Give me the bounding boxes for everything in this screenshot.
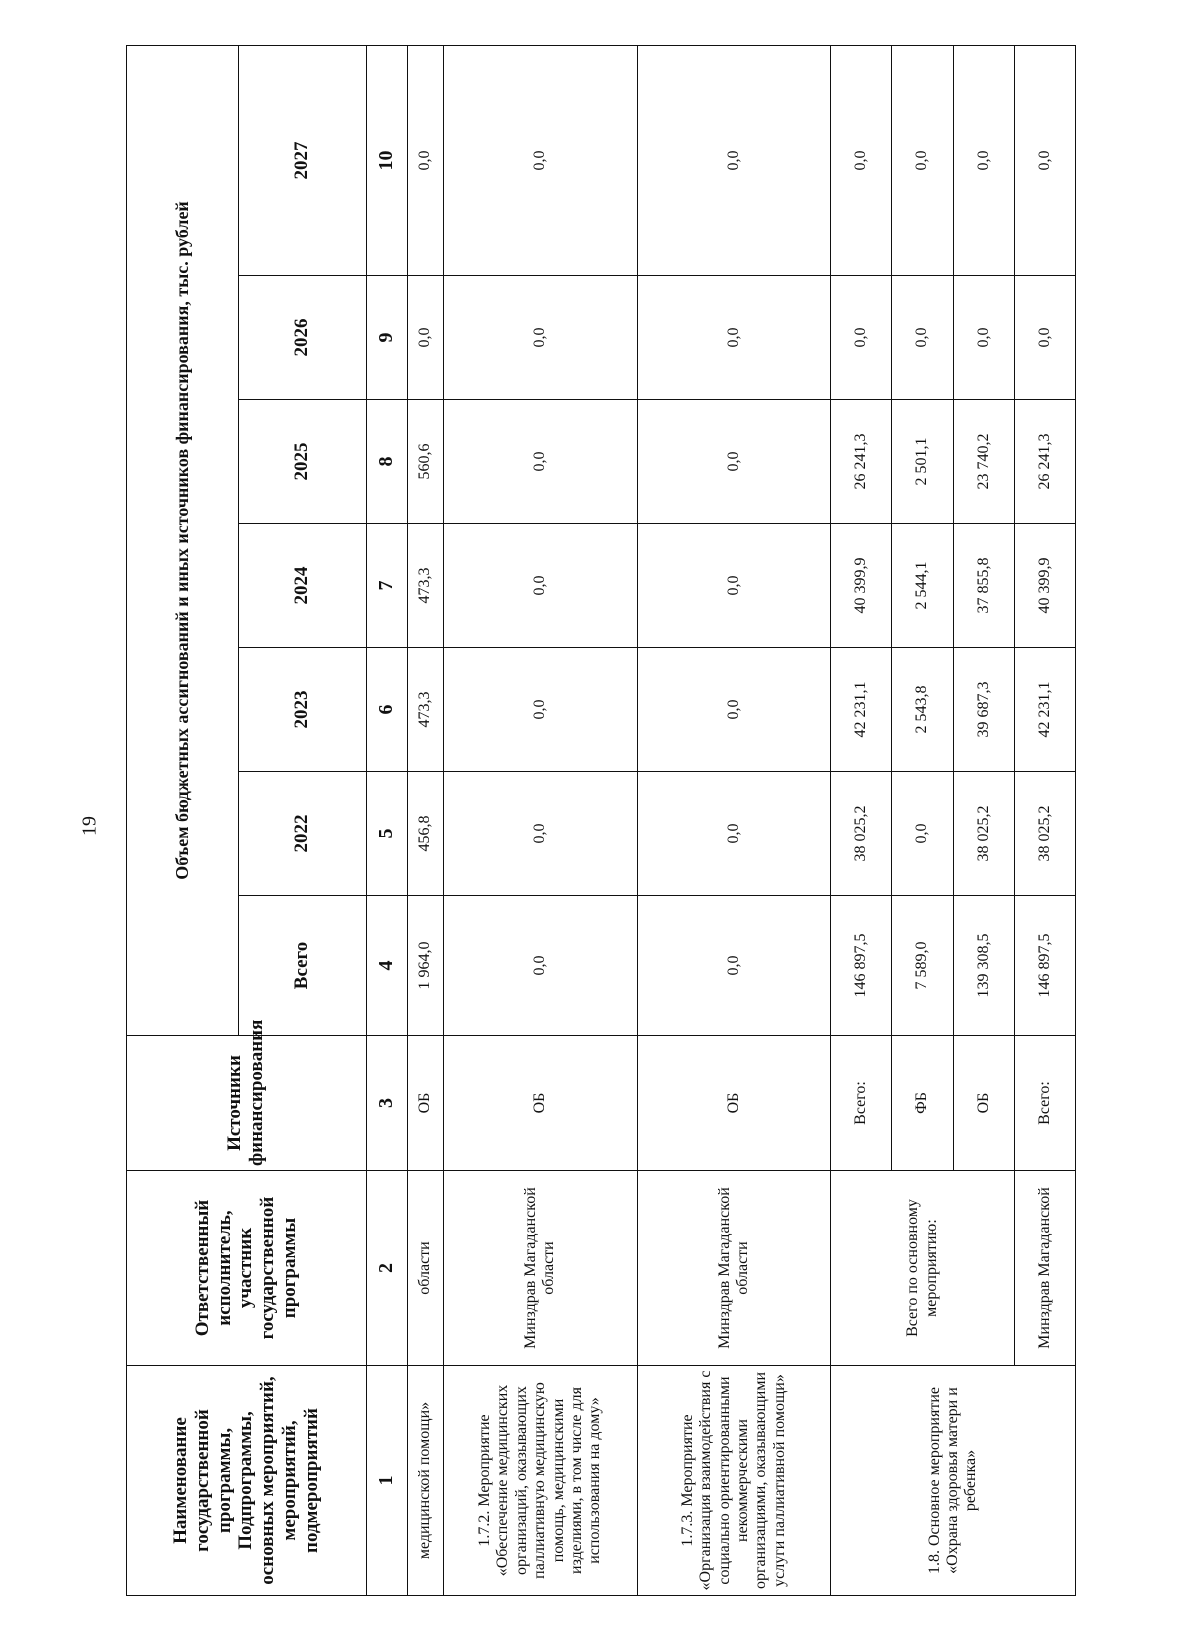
row-value: 2 501,1 <box>892 400 953 524</box>
column-number: 8 <box>366 400 408 524</box>
row-value: 0,0 <box>637 276 831 400</box>
block-total-label: Всего по основному мероприятию: <box>831 1171 1014 1366</box>
row-value: 0,0 <box>443 896 637 1036</box>
row-source: Всего: <box>831 1036 892 1171</box>
header-executor: Ответственный исполнитель, участник государственной программы <box>127 1171 367 1366</box>
row-value: 0,0 <box>443 772 637 896</box>
row-value: 0,0 <box>892 45 953 275</box>
page-number: 19 <box>78 816 101 836</box>
header-year: 2026 <box>239 276 366 400</box>
row-value: 0,0 <box>443 400 637 524</box>
row-value: 0,0 <box>637 400 831 524</box>
row-value: 23 740,2 <box>953 400 1014 524</box>
row-value: 139 308,5 <box>953 896 1014 1036</box>
row-executor: области <box>408 1171 444 1366</box>
table-row <box>831 45 892 1595</box>
row-value: 37 855,8 <box>953 524 1014 648</box>
row-executor: Минздрав Магаданской <box>1014 1171 1075 1366</box>
row-value: 38 025,2 <box>953 772 1014 896</box>
header-group: Объем бюджетных ассигнований и иных источников финансирования, тыс. рублей <box>127 45 239 1035</box>
row-value: 0,0 <box>892 772 953 896</box>
rotated-table-container <box>126 46 1076 1596</box>
row-value: 146 897,5 <box>831 896 892 1036</box>
row-name: медицинской помощи» <box>408 1366 444 1596</box>
row-value: 0,0 <box>443 524 637 648</box>
row-value: 0,0 <box>443 45 637 275</box>
row-source: Всего: <box>1014 1036 1075 1171</box>
column-number: 2 <box>366 1171 408 1366</box>
row-value: 0,0 <box>831 276 892 400</box>
row-source: ФБ <box>892 1036 953 1171</box>
row-value: 38 025,2 <box>831 772 892 896</box>
row-name: 1.7.2. Мероприятие «Обеспечение медицинских организаций, оказывающих паллиативную медицинскую помощь, медицинскими изделиями, в том числе для использования на дому» <box>443 1366 637 1596</box>
row-value: 42 231,1 <box>831 648 892 772</box>
row-executor: Минздрав Магаданской области <box>637 1171 831 1366</box>
row-value: 40 399,9 <box>831 524 892 648</box>
table-row <box>443 45 637 1595</box>
row-value: 0,0 <box>637 45 831 275</box>
row-value: 0,0 <box>831 45 892 275</box>
row-value: 456,8 <box>408 772 444 896</box>
header-year: 2022 <box>239 772 366 896</box>
row-value: 42 231,1 <box>1014 648 1075 772</box>
header-name: Наименование государственной программы, Подпрограммы, основных мероприятий, мероприятий, подмероприятий <box>127 1366 367 1596</box>
header-source: Источники финансирования <box>127 1036 367 1171</box>
row-value: 7 589,0 <box>892 896 953 1036</box>
row-value: 39 687,3 <box>953 648 1014 772</box>
row-value: 0,0 <box>953 45 1014 275</box>
row-value: 0,0 <box>637 524 831 648</box>
row-value: 38 025,2 <box>1014 772 1075 896</box>
column-number: 10 <box>366 45 408 275</box>
row-value: 40 399,9 <box>1014 524 1075 648</box>
column-number: 1 <box>366 1366 408 1596</box>
row-value: 0,0 <box>892 276 953 400</box>
row-value: 0,0 <box>637 648 831 772</box>
row-executor: Минздрав Магаданской области <box>443 1171 637 1366</box>
column-number: 4 <box>366 896 408 1036</box>
table-row <box>408 45 444 1595</box>
row-value: 0,0 <box>1014 45 1075 275</box>
row-value: 2 544,1 <box>892 524 953 648</box>
row-value: 1 964,0 <box>408 896 444 1036</box>
row-value: 0,0 <box>637 896 831 1036</box>
column-number: 3 <box>366 1036 408 1171</box>
row-source: ОБ <box>637 1036 831 1171</box>
row-value: 2 543,8 <box>892 648 953 772</box>
row-value: 146 897,5 <box>1014 896 1075 1036</box>
column-number: 6 <box>366 648 408 772</box>
row-source: ОБ <box>443 1036 637 1171</box>
column-number: 5 <box>366 772 408 896</box>
row-value: 26 241,3 <box>1014 400 1075 524</box>
row-value: 560,6 <box>408 400 444 524</box>
row-value: 0,0 <box>443 276 637 400</box>
column-number: 9 <box>366 276 408 400</box>
header-year: Всего <box>239 896 366 1036</box>
row-value: 0,0 <box>408 45 444 275</box>
row-value: 473,3 <box>408 648 444 772</box>
row-value: 473,3 <box>408 524 444 648</box>
header-year: 2025 <box>239 400 366 524</box>
row-value: 0,0 <box>408 276 444 400</box>
table-row <box>637 45 831 1595</box>
row-value: 0,0 <box>953 276 1014 400</box>
row-value: 0,0 <box>1014 276 1075 400</box>
row-value: 0,0 <box>443 648 637 772</box>
table-row <box>1014 45 1075 1595</box>
header-year: 2027 <box>239 45 366 275</box>
header-year: 2023 <box>239 648 366 772</box>
row-value: 26 241,3 <box>831 400 892 524</box>
row-source: ОБ <box>408 1036 444 1171</box>
row-name: 1.7.3. Мероприятие «Организация взаимодействия с социально ориентированными некоммерческими организациями, оказывающими услуги паллиативной помощи» <box>637 1366 831 1596</box>
header-year: 2024 <box>239 524 366 648</box>
row-value: 0,0 <box>637 772 831 896</box>
row-source: ОБ <box>953 1036 1014 1171</box>
column-number: 7 <box>366 524 408 648</box>
block-name: 1.8. Основное мероприятие «Охрана здоровья матери и ребенка» <box>831 1366 1076 1596</box>
financing-table <box>126 45 1076 1596</box>
